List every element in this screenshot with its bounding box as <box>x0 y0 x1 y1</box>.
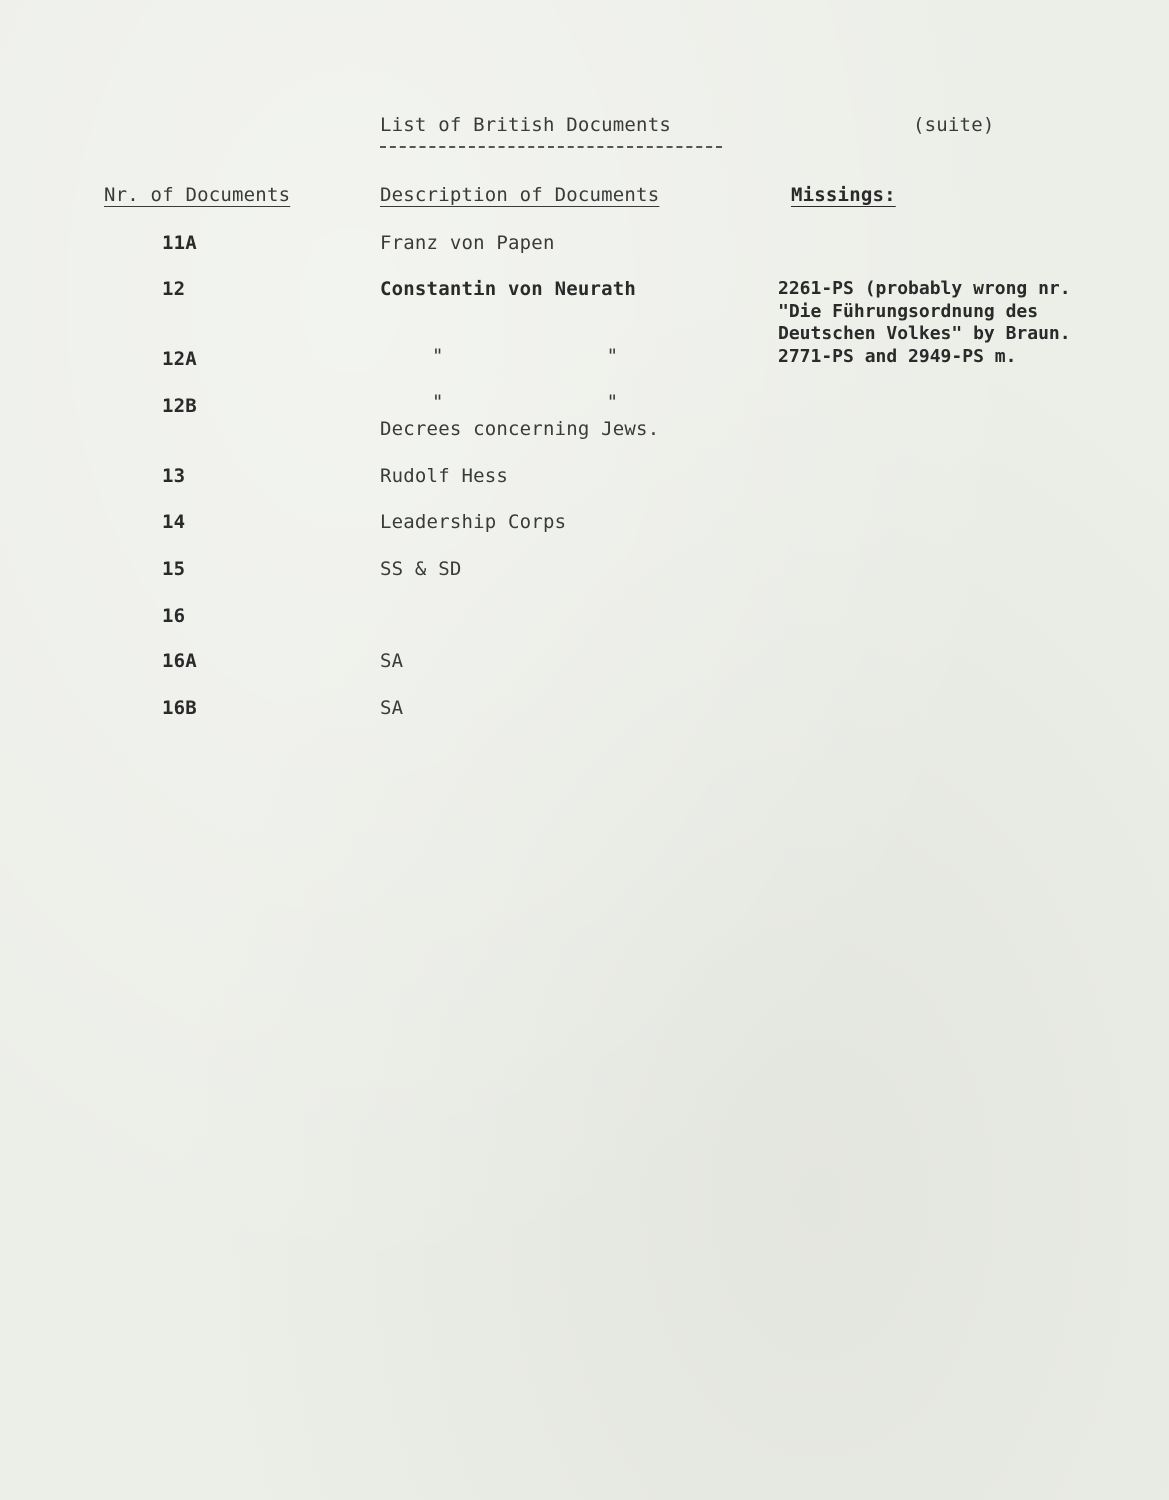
header-description-of-documents: Description of Documents <box>380 184 660 206</box>
missings-line: 2261-PS (probably wrong nr. <box>778 278 1071 299</box>
suite-label: (suite) <box>913 114 995 136</box>
row-description: Franz von Papen <box>380 232 555 254</box>
row-nr: 16 <box>162 605 186 627</box>
row-description: SA <box>380 650 404 672</box>
row-nr: 11A <box>162 232 197 254</box>
title-dashed-underline <box>380 146 722 150</box>
row-nr: 15 <box>162 558 186 580</box>
row-nr: 12 <box>162 278 186 300</box>
row-nr: 13 <box>162 465 186 487</box>
missings-line: Deutschen Volkes" by Braun. <box>778 323 1071 344</box>
row-description-ditto: " " <box>432 391 619 413</box>
row-nr: 14 <box>162 511 186 533</box>
row-description-decrees: Decrees concerning Jews. <box>380 418 660 440</box>
missings-line: "Die Führungsordnung des <box>778 300 1039 322</box>
row-description: Leadership Corps <box>380 511 567 533</box>
row-nr: 16B <box>162 697 197 719</box>
header-nr-of-documents: Nr. of Documents <box>104 184 291 206</box>
row-description: SS & SD <box>380 558 462 580</box>
row-nr: 12A <box>162 348 197 370</box>
row-nr: 12B <box>162 395 197 417</box>
row-description: Constantin von Neurath <box>380 278 637 300</box>
row-description-ditto: " " <box>432 345 619 367</box>
header-missings: Missings: <box>791 184 896 206</box>
missings-line: 2771-PS and 2949-PS m. <box>778 345 1017 367</box>
document-title: List of British Documents <box>380 114 671 136</box>
row-description: Rudolf Hess <box>380 465 509 487</box>
row-nr: 16A <box>162 650 197 672</box>
row-description: SA <box>380 697 404 719</box>
missings-note <box>778 278 1071 368</box>
